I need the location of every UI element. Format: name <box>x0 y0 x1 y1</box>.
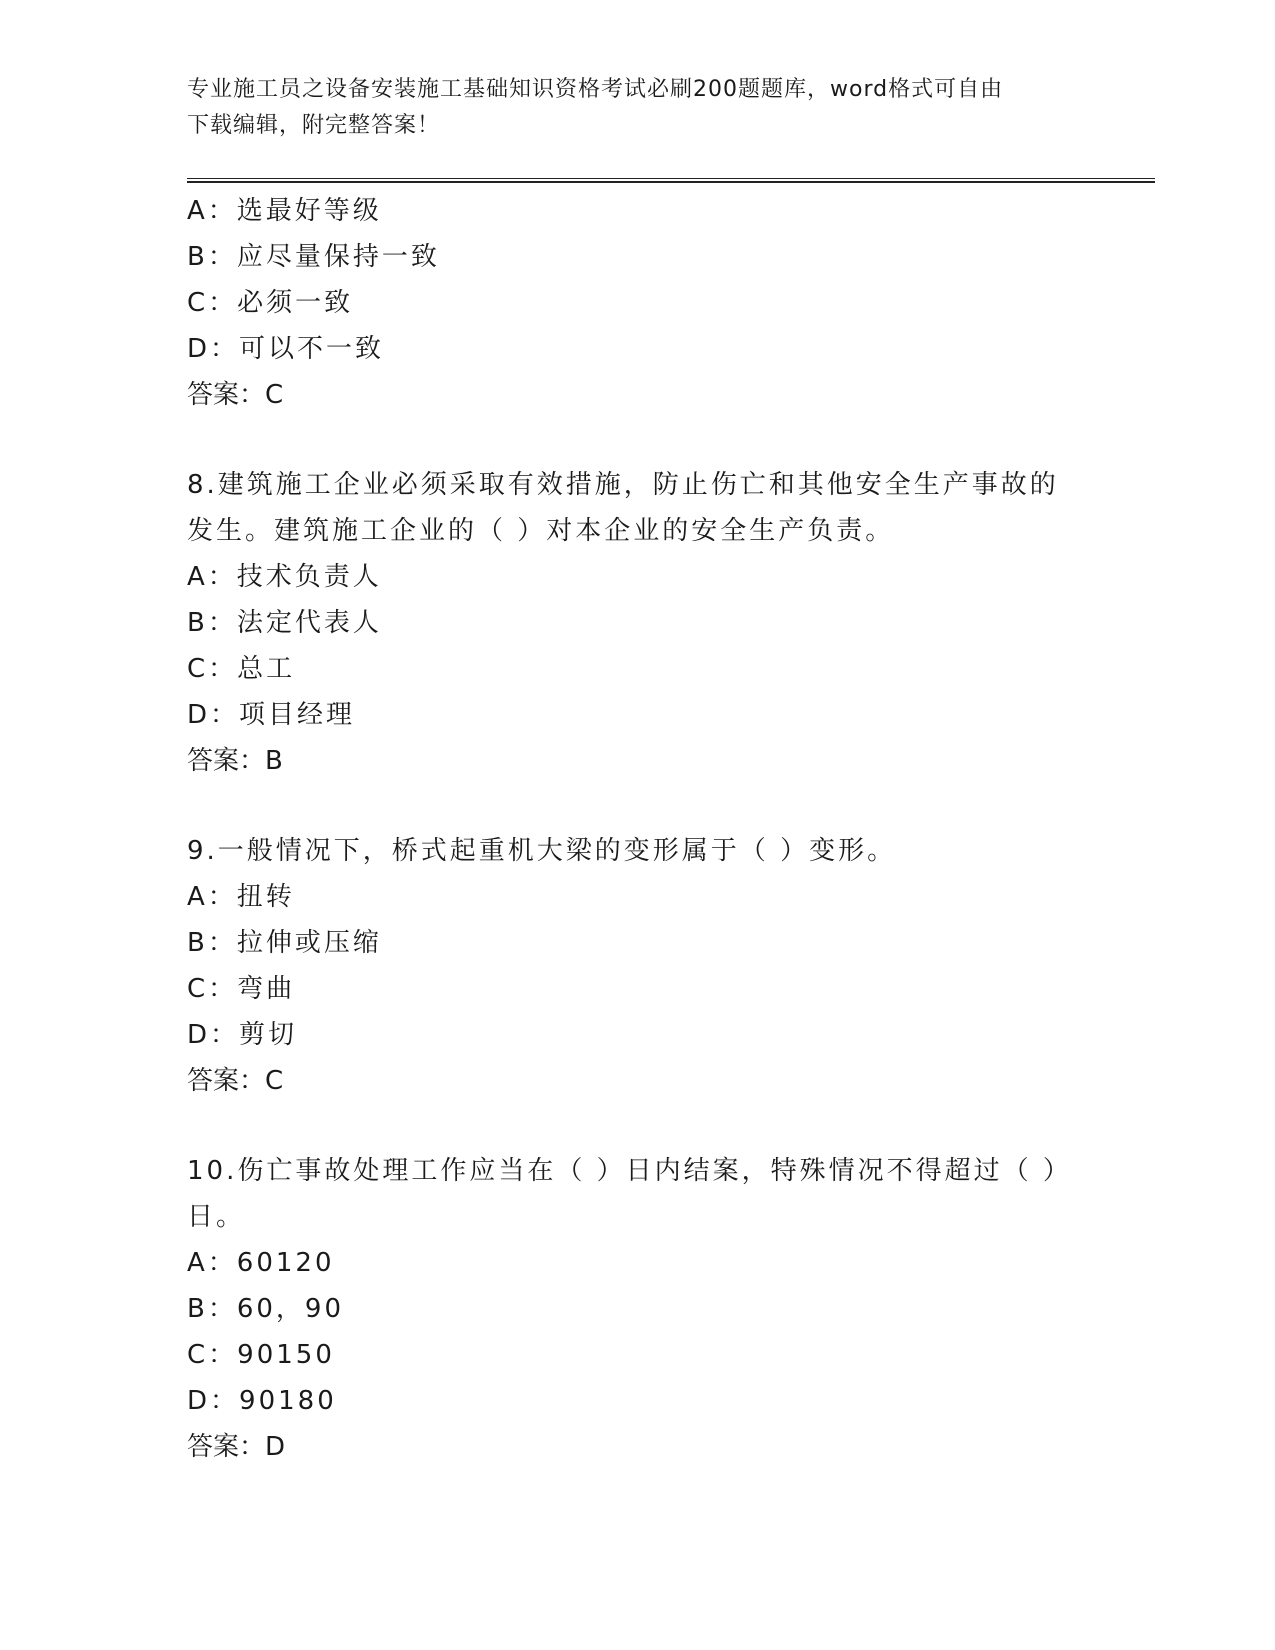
document-header <box>187 72 1067 144</box>
answer-line: 答案：C <box>187 1066 284 1096</box>
answer-line: 答案：D <box>187 1432 286 1462</box>
option-a: A：60120 <box>187 1248 335 1278</box>
option-d: D：项目经理 <box>187 700 356 730</box>
option-c: C：90150 <box>187 1340 335 1370</box>
option-a: A：扭转 <box>187 882 295 912</box>
option-c: C：必须一致 <box>187 288 354 318</box>
question-9 <box>187 828 1155 1104</box>
option-c: C：弯曲 <box>187 974 296 1004</box>
question-stem-line-2: 发生。建筑施工企业的（ ）对本企业的安全生产负责。 <box>187 516 895 546</box>
option-a: A：技术负责人 <box>187 562 382 592</box>
option-b: B：拉伸或压缩 <box>187 928 382 958</box>
option-a: A：选最好等级 <box>187 196 382 226</box>
option-b: B：法定代表人 <box>187 608 382 638</box>
question-7 <box>187 188 1155 418</box>
option-c: C：总工 <box>187 654 296 684</box>
header-divider <box>187 178 1155 183</box>
answer-line: 答案：B <box>187 746 283 776</box>
question-stem-line-1: 9.一般情况下，桥式起重机大梁的变形属于（ ）变形。 <box>187 836 897 866</box>
question-8 <box>187 462 1155 784</box>
question-stem-line-1: 8.建筑施工企业必须采取有效措施，防止伤亡和其他安全生产事故的 <box>187 470 1059 500</box>
question-gap <box>187 784 1155 828</box>
question-list <box>187 188 1155 1470</box>
header-title-line-1: 专业施工员之设备安装施工基础知识资格考试必刷200题题库，word格式可自由 <box>187 77 1004 102</box>
option-b: B：应尽量保持一致 <box>187 242 440 272</box>
header-title-line-2: 下载编辑，附完整答案！ <box>187 113 441 138</box>
question-10 <box>187 1148 1155 1470</box>
option-d: D：剪切 <box>187 1020 298 1050</box>
option-d: D：90180 <box>187 1386 337 1416</box>
option-d: D：可以不一致 <box>187 334 385 364</box>
question-stem-line-2: 日。 <box>187 1202 246 1232</box>
option-b: B：60，90 <box>187 1294 345 1324</box>
question-stem-line-1: 10.伤亡事故处理工作应当在（ ）日内结案，特殊情况不得超过（ ） <box>187 1156 1072 1186</box>
answer-line: 答案：C <box>187 380 284 410</box>
question-gap <box>187 418 1155 462</box>
question-gap <box>187 1104 1155 1148</box>
